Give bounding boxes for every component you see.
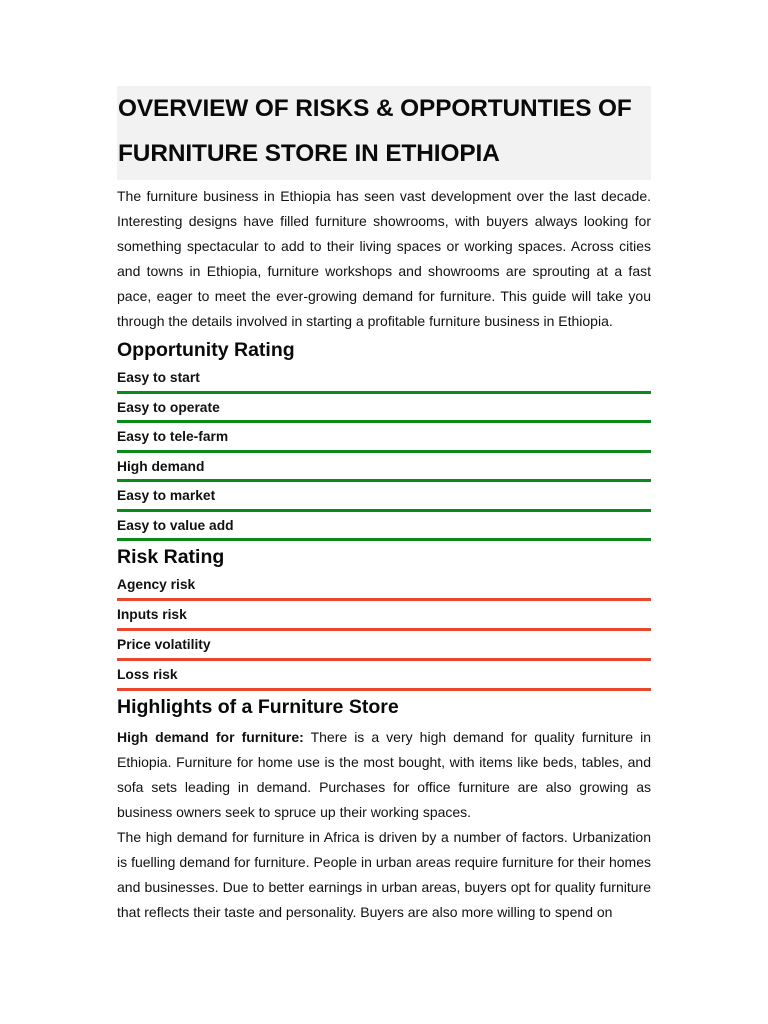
highlights-paragraph — [117, 725, 651, 825]
highlights-lead-label: High demand for furniture: — [117, 729, 304, 745]
opportunity-rating-list — [117, 368, 651, 541]
intro-paragraph: The furniture business in Ethiopia has seen vast development over the last decade. Interesting designs have filled furniture showrooms, with buyers always looking for something spectacular to add to their living spaces or working spaces. Across cities and towns in Ethiopia, furniture workshops and showrooms are sprouting at a fast pace, eager to meet the ever-growing demand for furniture. This guide will take you through the details involved in starting a profitable furniture business in Ethiopia. — [117, 188, 651, 329]
opportunity-item: High demand — [117, 453, 651, 483]
risk-item: Inputs risk — [117, 601, 651, 631]
opportunity-item: Easy to operate — [117, 394, 651, 424]
opportunity-rating-heading: Opportunity Rating — [117, 339, 295, 361]
opportunity-item: Easy to market — [117, 482, 651, 512]
risk-item: Price volatility — [117, 631, 651, 661]
opportunity-item: Easy to tele-farm — [117, 423, 651, 453]
opportunity-item: Easy to start — [117, 368, 651, 394]
highlights-heading: Highlights of a Furniture Store — [117, 696, 399, 718]
opportunity-item: Easy to value add — [117, 512, 651, 542]
risk-item: Agency risk — [117, 575, 651, 601]
document-title: OVERVIEW OF RISKS & OPPORTUNTIES OF FURNITURE STORE IN ETHIOPIA — [118, 95, 632, 167]
risk-item: Loss risk — [117, 661, 651, 691]
risk-rating-list — [117, 575, 651, 691]
title-block — [117, 86, 651, 180]
risk-rating-heading: Risk Rating — [117, 546, 225, 568]
highlights-lead-text: There is a very high demand for quality furniture in Ethiopia. Furniture for home use is the most bought, with items like beds, tables, and sofa sets leading in demand. Purchases for office furniture are also growing as business owners seek to spruce up their working spaces. — [117, 729, 652, 820]
demand-drivers-paragraph: The high demand for furniture in Africa is driven by a number of factors. Urbanization is fuelling demand for furniture. People in urban areas require furniture for their homes and businesses. Due to better earnings in urban areas, buyers opt for quality furniture that reflects their taste and personality. Buyers are also more willing to spend on — [117, 829, 651, 920]
document-page — [117, 86, 651, 925]
